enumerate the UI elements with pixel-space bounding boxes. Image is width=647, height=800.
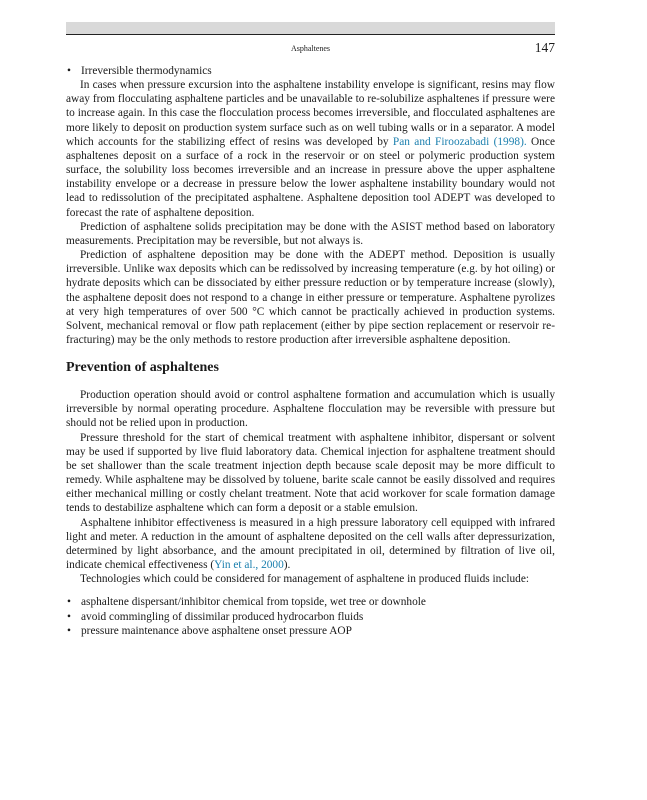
paragraph-irreversible <box>66 78 555 220</box>
paragraph-asist: Prediction of asphaltene solids precipitation may be done with the ASIST method based on laboratory measurements. Precipitation may be reversible, but not always is. <box>66 220 555 247</box>
paragraph-text: Asphaltene inhibitor effectiveness is measured in a high pressure laboratory cell equipped with infrared light and meter. A reduction in the amount of asphaltene deposited on the cell walls after depressurization, determined by light absorbance, and the amount precipitated in oil, determined by filtration of live oil, indicate chemical effectiveness ( <box>66 516 555 571</box>
bullet-list-technologies <box>66 595 555 638</box>
list-item: • Irreversible thermodynamics <box>66 64 555 78</box>
list-item: • avoid commingling of dissimilar produced hydrocarbon fluids <box>66 610 555 624</box>
list-item: • asphaltene dispersant/inhibitor chemical from topside, wet tree or downhole <box>66 595 555 609</box>
citation-link-pan-firoozabadi[interactable]: Pan and Firoozabadi (1998). <box>392 135 527 148</box>
paragraph-pressure-threshold: Pressure threshold for the start of chemical treatment with asphaltene inhibitor, dispersant or solvent may be used if supported by live fluid laboratory data. Chemical injection for asphaltene treatment should be set shallower than the scale treatment injection depth because scale deposit may be more difficult to remedy. While asphaltene may be dissolved by toluene, barite scale cannot be easily dissolved and requires either mechanical milling or costly chelant treatment. Note that acid workover for scale formation damage tends to destabilize asphaltene which can form a deposit or a stable emulsion. <box>66 431 555 515</box>
header-rule <box>66 34 555 35</box>
running-header <box>66 41 555 57</box>
list-item: • pressure maintenance above asphaltene onset pressure AOP <box>66 624 555 638</box>
paragraph-technologies: Technologies which could be considered for management of asphaltene in produced fluids include: <box>80 573 530 586</box>
page-body <box>66 64 555 638</box>
paragraph-adept: Prediction of asphaltene deposition may be done with the ADEPT method. Deposition is usually irreversible. Unlike wax deposits which can be redissolved by increasing temperature (e.g. by hot oiling) or hydrate deposits which can be dissociated by either pressure reduction or by temperature increase (slowly), the asphaltene deposit does not respond to a change in either pressure or temperature. Asphaltene pyrolizes at very high temperatures of over 500 °C which cannot be practically achieved in production systems. Solvent, mechanical removal or flow path replacement (either by pipe section replacement or reservoir re-fracturing) may be the only methods to restore production after irreversible asphaltene deposition. <box>66 249 555 346</box>
bullet-list-top <box>66 64 555 78</box>
paragraph-text: Once asphaltenes deposit on a surface of a rock in the reservoir or on steel or polymeric production system surface, the solubility loss becomes irreversible and an increase in pressure above the upper asphaltene instability envelope or a decrease in pressure below the lower asphaltene instability boundary would not lead to redissolution of the precipitated asphaltene. Asphaltene deposition tool ADEPT was developed to forecast the rate of asphaltene deposition. <box>66 135 555 219</box>
paragraph-text: ). <box>283 559 291 571</box>
header-bar <box>66 22 555 34</box>
running-title: Asphaltenes <box>290 44 331 53</box>
page-number: 147 <box>534 40 555 55</box>
paragraph-inhibitor-effectiveness <box>66 516 555 573</box>
section-heading: Prevention of asphaltenes <box>66 360 219 376</box>
citation-link-yin[interactable]: Yin et al., 2000 <box>214 559 284 571</box>
paragraph-production-operation: Production operation should avoid or control asphaltene formation and accumulation which is usually irreversible by normal operating procedure. Asphaltene flocculation may be reversible with pressure but should not be relied upon in production. <box>66 389 555 430</box>
paragraph-text: In cases when pressure excursion into the asphaltene instability envelope is significant, resins may flow away from flocculating asphaltene particles and be unavailable to re-solubilize asphaltenes if pressure were to increase again. In this case the flocculation process becomes irreversible, and flocculated asphaltenes are more likely to deposit on production system surface such as on well tubing walls or in a separator. A model which accounts for the stabilizing effect of resins was developed by <box>66 79 555 148</box>
